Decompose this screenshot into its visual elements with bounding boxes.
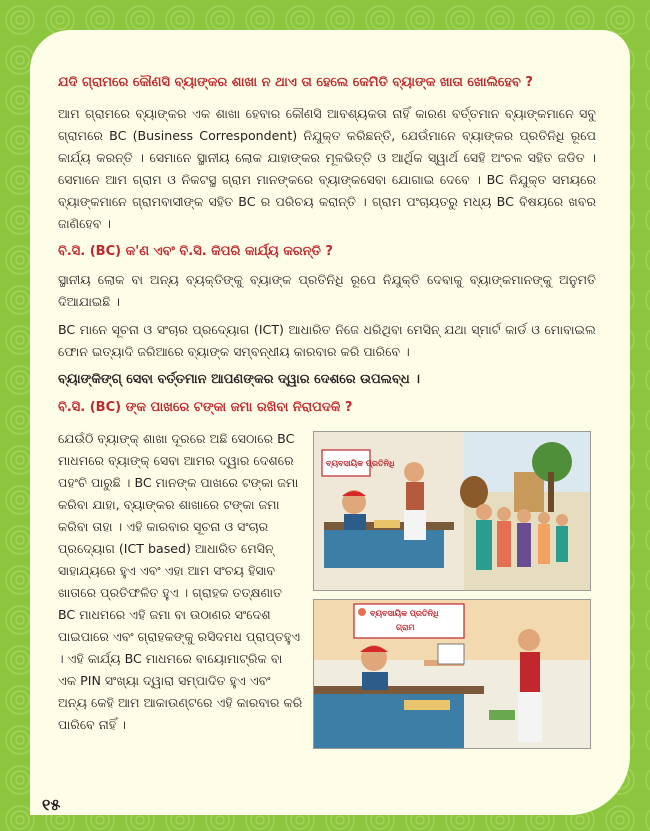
bc-safety-section (58, 428, 596, 749)
content-area (58, 72, 596, 749)
sign-bc-label-1: ବ୍ୟବସାୟିକ ପ୍ରତିନିଧି (326, 459, 395, 468)
paragraph-bc-intro: ଆମ ଗ୍ରାମରେ ବ୍ୟାଙ୍କର ଏକ ଶାଖା ହେବାର କୌଣସି ଆବଶ୍ୟକତା ନାହିଁ କାରଣ ବର୍ତ୍ତମାନ ବ୍ୟାଙ୍କମାନେ ସବୁ ଗ୍ରାମରେ BC (Business Correspondent) ନିଯୁକ୍ତ କରିଛନ୍ତି, ଯେଉଁମାନେ ବ୍ୟାଙ୍କର ପ୍ରତିନିଧି ରୂପେ କାର୍ଯ୍ୟ କରନ୍ତି । ସେମାନେ ସ୍ଥାନୀୟ ଲୋକ ଯାହାଙ୍କର ମୂଳଭିତ୍ତି ଓ ଆର୍ଥିକ ସ୍ୱାର୍ଥ ସେହି ଅଂଚଳ ସହିତ ଜଡିତ । ସେମାନେ ଆମ ଗ୍ରାମ ଓ ନିକଟସ୍ଥ ଗ୍ରାମ ମାନଙ୍କରେ ବ୍ୟାଙ୍କସେବା ଯୋଗାଇ ଦେବେ । BC ନିଯୁକ୍ତ ସମୟରେ ବ୍ୟାଙ୍କମାନେ ଗ୍ରାମବାସୀଙ୍କ ସହିତ BC ର ପରିଚୟ କରାନ୍ତି । ଗ୍ରାମ ପଂଚାୟତରୁ ମଧ୍ୟ BC ବିଷୟରେ ଖବର ଜାଣିହେବ । (58, 106, 596, 231)
sign-bc-label-2a: ବ୍ୟବସାୟିକ ପ୍ରତିନିଧି (370, 609, 439, 618)
heading-what-is-bc: ବି.ସି. (BC) କ'ଣ ଏବଂ ବି.ସି. କିପରି କାର୍ଯ୍ୟ କରନ୍ତି ? (58, 244, 333, 259)
illustration-bc-receipt (313, 599, 591, 749)
paragraph-bc-safety: ଯେଉଁଠି ବ୍ୟାଙ୍କ୍ ଶାଖା ଦୂରରେ ଅଛି ସେଠାରେ BC ମାଧମରେ ବ୍ୟାଙ୍କ୍ ସେବା ଆମର ଦ୍ୱାର ଦେଶରେ ପହଂଚି ପାରୁଛି । BC ମାନଙ୍କ ପାଖରେ ଟଙ୍କା ଜମା କରିବା ଯାହା, ବ୍ୟାଙ୍କର ଶାଖାରେ ଟଙ୍କା ଜମା କରିବା ତାହା । ଏହି କାରବାର ସୂଚନା ଓ ସଂଚାର ପ୍ରଦ୍ୟୋଗ (ICT based) ଆଧାରିତ ମେସିନ୍ ସାହାଯ୍ୟରେ ହୁଏ ଏବଂ ଏହା ଆମ ସଂଚୟ ହିସାବ ଖାତାରେ ପ୍ରତିଫଳିତ ହୁଏ । ଗ୍ରାହକ ତତ୍କ୍ଷଣାତ BC ମାଧମରେ ଏହି ଜମା ବା ଉଠାଣର ସଂଦେଶ ପାଇପାରେ ଏବଂ ଗ୍ରାହକଙ୍କୁ ରସିଦମଧ ପ୍ରାପ୍ତହୁଏ । ଏହି କାର୍ଯ୍ୟ BC ମାଧମରେ ବାୟୋମାଟ୍ରିକ ବା ଏକ PIN ସଂଖ୍ୟା ଦ୍ୱାରା ସମ୍ପାଦିତ ହୁଏ ଏବଂ ଅନ୍ୟ କେହି ଆମ ଆକାଉଣ୍ଟରେ ଏହି କାରବାର କରି ପାରିବେ ନାହିଁ । (58, 431, 303, 732)
page-number: ୧୫ (42, 795, 61, 814)
heading-open-account: ଯଦି ଗ୍ରାମରେ କୌଣସି ବ୍ୟାଙ୍କର ଶାଖା ନ ଥାଏ ତା ହେଲେ କେମିତି ବ୍ୟାଙ୍କ ଖାତା ଖୋଲିହେବ ? (58, 75, 533, 90)
paragraph-bc-ict: BC ମାନେ ସୂଚନା ଓ ସଂଚାର ପ୍ରଦ୍ୟୋଗ (ICT) ଆଧାରିତ ନିଜେ ଧରିଥିବା ମେସିନ୍ ଯଥା ସ୍ମାର୍ଟ କାର୍ଡ ଓ ମୋବାଇଲ ଫୋନ ଇତ୍ୟାଦି ଜରିଆରେ ବ୍ୟାଙ୍କ ସମ୍ବନ୍ଧୀୟ କାରବାର କରି ପାରିବେ । (58, 322, 596, 359)
paragraph-bc-appointment: ସ୍ଥାନୀୟ ଲୋକ ବା ଅନ୍ୟ ବ୍ୟକ୍ତିଙ୍କୁ ବ୍ୟାଙ୍କ ପ୍ରତିନିଧି ରୂପେ ନିଯୁକ୍ତି ଦେବାକୁ ବ୍ୟାଙ୍କମାନଙ୍କୁ ଅନୁମତି ଦିଆଯାଇଛି । (58, 272, 596, 309)
heading-bc-safety: ବି.ସି. (BC) ଙ୍କ ପାଖରେ ଟଙ୍କା ଜମା ରଖିବା ନିରାପଦକି ? (58, 400, 353, 415)
illustration-bc-villagers-queue (313, 431, 591, 591)
statement-banking-doorstep: ବ୍ୟାଙ୍କିଙ୍ଗ୍ ସେବା ବର୍ତ୍ତମାନ ଆପଣଙ୍କର ଦ୍ୱାର ଦେଶରେ ଉପଲବ୍ଧ । (58, 372, 421, 387)
sign-bc-label-2b: ଗ୍ରାମ (396, 623, 415, 632)
